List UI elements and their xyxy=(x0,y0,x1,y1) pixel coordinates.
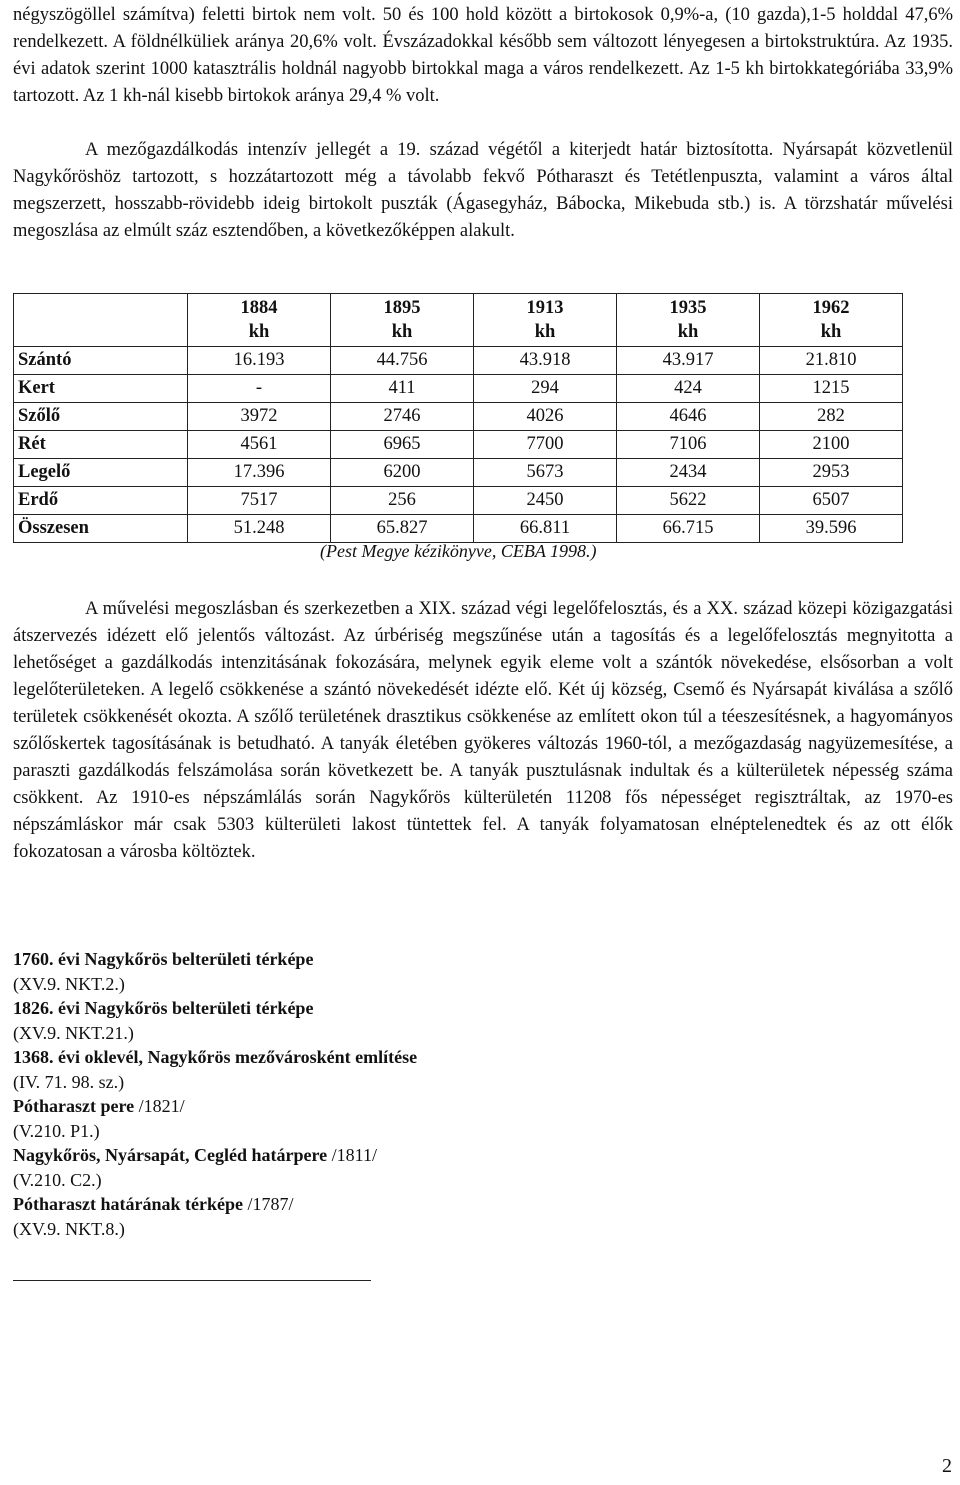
table-row xyxy=(14,347,903,375)
reference-title: 1368. évi oklevél, Nagykőrös mezővárosként említése xyxy=(13,1047,418,1067)
table-cell: 21.810 xyxy=(760,347,903,375)
table-row xyxy=(14,375,903,403)
table-cell: 7106 xyxy=(617,431,760,459)
table-row xyxy=(14,403,903,431)
table-cell: 4561 xyxy=(188,431,331,459)
table-cell: 2953 xyxy=(760,459,903,487)
paragraph-agriculture: A mezőgazdálkodás intenzív jellegét a 19. század végétől a kiterjedt határ biztosította. Nyársapát közvetlenül Nagykőröshöz tartozott, s hozzátartozott még a távolabb fekvő Pótharaszt és Tetétlenpuszta, valamint a város által megszerzett, hosszabb-rövidebb ideig birtokolt puszták (Ágasegyház, Bábocka, Mikebuda stb.) is. A törzshatár művelési megoszlása az elmúlt száz esztendőben, a következőképpen alakult. xyxy=(13,140,953,241)
reference-code: (XV.9. NKT.8.) xyxy=(13,1218,125,1239)
table-row-total xyxy=(14,515,903,543)
table-header-year: 1895 kh xyxy=(331,294,474,347)
row-label: Szőlő xyxy=(14,403,188,431)
table-cell: 2434 xyxy=(617,459,760,487)
reference-code: (V.210. C2.) xyxy=(13,1169,102,1190)
table-citation: (Pest Megye kézikönyve, CEBA 1998.) xyxy=(320,541,597,561)
table-row xyxy=(14,431,903,459)
table-cell: 7517 xyxy=(188,487,331,515)
table-cell: 411 xyxy=(331,375,474,403)
row-label: Erdő xyxy=(14,487,188,515)
land-use-table xyxy=(13,293,903,543)
table-cell: 424 xyxy=(617,375,760,403)
table-cell: 39.596 xyxy=(760,515,903,543)
table-header-row xyxy=(14,294,903,347)
reference-code: (XV.9. NKT.21.) xyxy=(13,1022,134,1043)
table-cell: 6965 xyxy=(331,431,474,459)
table-cell: 2100 xyxy=(760,431,903,459)
row-label: Legelő xyxy=(14,459,188,487)
paragraph-land-use-change: A művelési megoszlásban és szerkezetben a XIX. század végi legelőfelosztás, és a XX. század közepi közigazgatási átszervezés idézett elő jelentős változást. Az úrbériség megszűnése után a tagosítás és a legelőfelosztás megnyitotta a lehetőséget a gazdálkodás intenzitásának fokozására, melynek egyik eleme volt a szántók növekedése, elsősorban a volt legelőterületeken. A legelő csökkenése a szántó növekedését idézte elő. Két új község, Csemő és Nyársapát kiválása a szőlő területek csökkenését okozta. A szőlő területének drasztikus csökkenése az említett okon túl a téeszesítésnek, a hagyományos szőlőskertek tagosításának is betudható. A tanyák életében gyökeres változás 1960-tól, a mezőgazdaság nagyüzemesítése, a paraszti gazdálkodás felszámolása során következett be. A tanyák pusztulásnak indultak és a külterületek népesség száma csökkent. Az 1910-es népszámlálás során Nagykőrös külterületén 11208 fős népességet regisztráltak, az 1970-es népszámláskor már csak 5303 külterületi lakost tüntettek fel. A tanyák folyamatosan elnéptelenedtek és az ott élők fokozatosan a városba költöztek. xyxy=(13,599,953,862)
page-number: 2 xyxy=(942,1455,952,1477)
table-cell: 5622 xyxy=(617,487,760,515)
table-cell: 16.193 xyxy=(188,347,331,375)
table-cell: 7700 xyxy=(474,431,617,459)
reference-title: Pótharaszt határának térképe /1787/ xyxy=(13,1194,294,1214)
row-label: Rét xyxy=(14,431,188,459)
table-cell: 256 xyxy=(331,487,474,515)
table-cell: 2746 xyxy=(331,403,474,431)
table-row xyxy=(14,487,903,515)
table-cell: 4646 xyxy=(617,403,760,431)
table-cell: - xyxy=(188,375,331,403)
reference-title: Nagykőrös, Nyársapát, Cegléd határpere /1811/ xyxy=(13,1145,377,1165)
reference-title: Pótharaszt pere /1821/ xyxy=(13,1096,185,1116)
row-label: Összesen xyxy=(14,515,188,543)
paragraph-landholding: négyszögöllel számítva) feletti birtok nem volt. 50 és 100 hold között a birtokosok 0,9%-a, (10 gazda),1-5 holddal 47,6% rendelkezett. A földnélküliek aránya 20,6% volt. Évszázadokkal később sem változott lényegesen a birtokstruktúra. Az 1935. évi adatok szerint 1000 katasztrális holdnál nagyobb birtokkal maga a város rendelkezett. Az 1-5 kh birtokkategóriába 33,9% tartozott. Az 1 kh-nál kisebb birtokok aránya 29,4 % volt. xyxy=(13,5,953,106)
table-cell: 66.715 xyxy=(617,515,760,543)
table-cell: 5673 xyxy=(474,459,617,487)
reference-title: 1760. évi Nagykőrös belterületi térképe xyxy=(13,949,314,969)
table-cell: 43.918 xyxy=(474,347,617,375)
table-cell: 1215 xyxy=(760,375,903,403)
table-cell: 66.811 xyxy=(474,515,617,543)
table-cell: 44.756 xyxy=(331,347,474,375)
footnote-divider xyxy=(13,1280,371,1281)
table-row xyxy=(14,459,903,487)
table-cell: 4026 xyxy=(474,403,617,431)
reference-title: 1826. évi Nagykőrös belterületi térképe xyxy=(13,998,314,1018)
table-cell: 2450 xyxy=(474,487,617,515)
table-header-year: 1913 kh xyxy=(474,294,617,347)
table-cell: 17.396 xyxy=(188,459,331,487)
table-cell: 43.917 xyxy=(617,347,760,375)
table-cell: 294 xyxy=(474,375,617,403)
archive-references xyxy=(13,947,417,1241)
table-cell: 3972 xyxy=(188,403,331,431)
row-label: Kert xyxy=(14,375,188,403)
row-label: Szántó xyxy=(14,347,188,375)
reference-code: (XV.9. NKT.2.) xyxy=(13,973,125,994)
table-header-year: 1935 kh xyxy=(617,294,760,347)
table-cell: 6200 xyxy=(331,459,474,487)
table-header-year: 1884 kh xyxy=(188,294,331,347)
table-header-year: 1962 kh xyxy=(760,294,903,347)
table-cell: 282 xyxy=(760,403,903,431)
reference-code: (IV. 71. 98. sz.) xyxy=(13,1071,125,1092)
table-cell: 51.248 xyxy=(188,515,331,543)
reference-code: (V.210. P1.) xyxy=(13,1120,100,1141)
table-cell: 65.827 xyxy=(331,515,474,543)
table-cell: 6507 xyxy=(760,487,903,515)
table-corner-cell xyxy=(14,294,188,347)
